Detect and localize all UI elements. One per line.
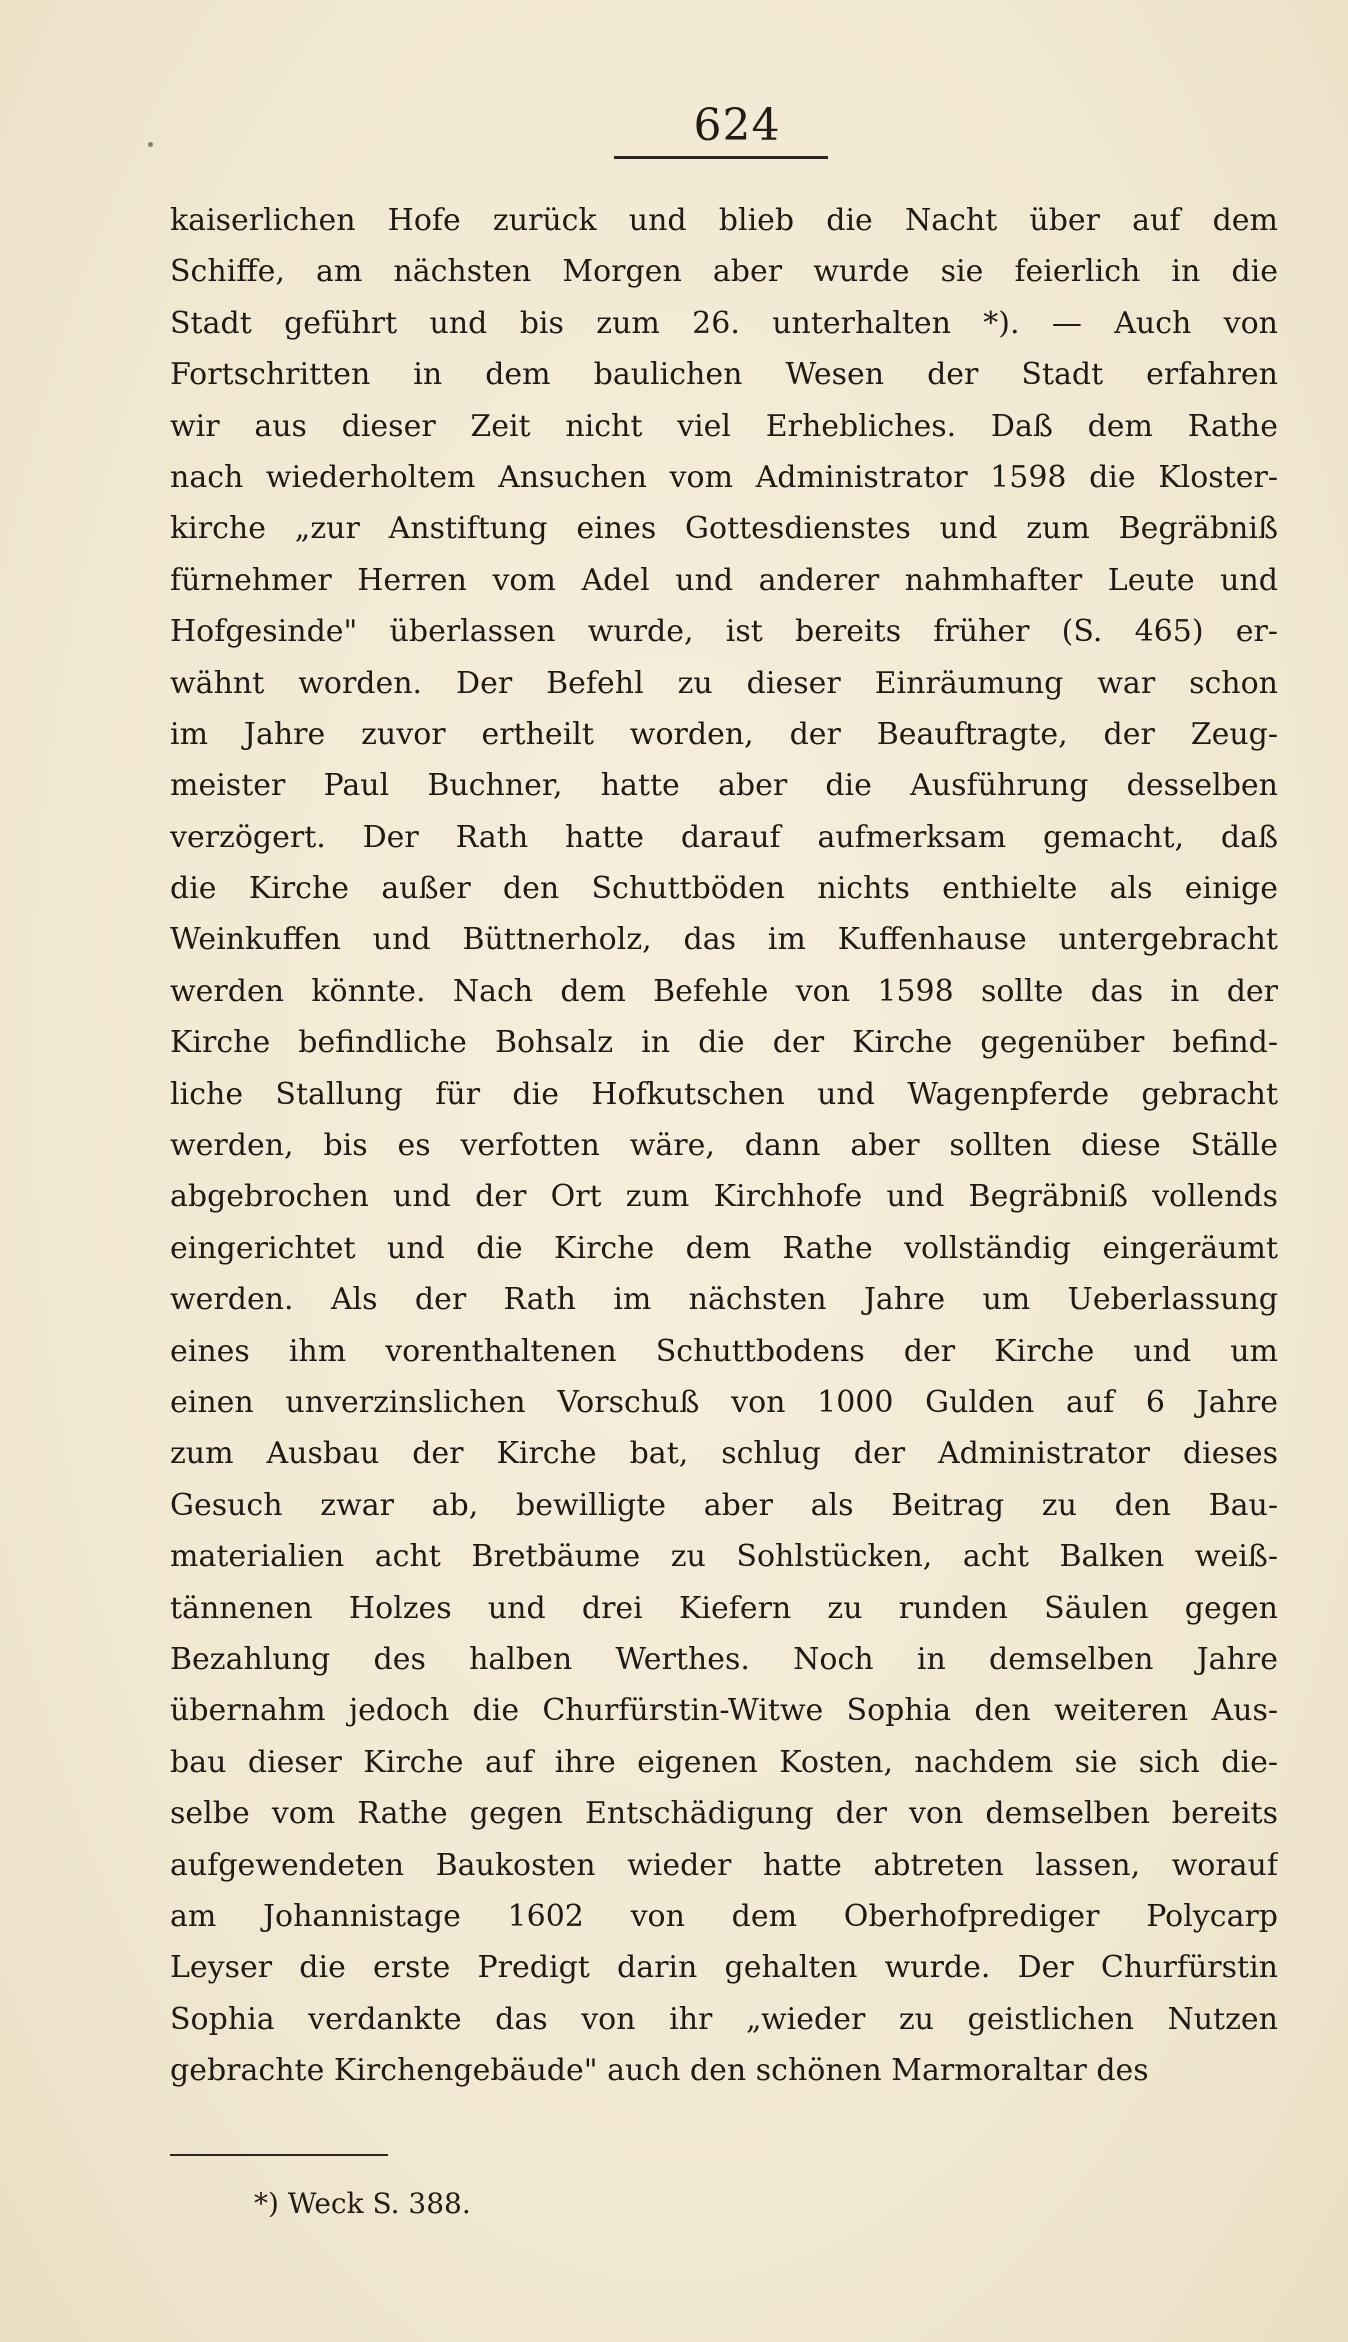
text-line: übernahm jedoch die Churfürstin-Witwe Sophia den weiteren Aus-: [170, 1693, 1278, 1729]
text-line: zum Ausbau der Kirche bat, schlug der Administrator dieses: [170, 1436, 1278, 1472]
page-number: 624: [693, 100, 781, 151]
text-line: am Johannistage 1602 von dem Oberhofprediger Polycarp: [170, 1898, 1278, 1934]
text-line: eingerichtet und die Kirche dem Rathe vollständig eingeräumt: [170, 1230, 1278, 1266]
text-line: einen unverzinslichen Vorschuß von 1000 Gulden auf 6 Jahre: [170, 1384, 1278, 1420]
text-line: Kirche befindliche Bohsalz in die der Kirche gegenüber befind-: [170, 1025, 1278, 1061]
text-line: Fortschritten in dem baulichen Wesen der Stadt erfahren: [170, 357, 1278, 393]
footnote-rule: [170, 2154, 388, 2156]
text-line: Weinkuffen und Büttnerholz, das im Kuffenhause untergebracht: [170, 922, 1278, 958]
text-line: meister Paul Buchner, hatte aber die Ausführung desselben: [170, 768, 1278, 804]
text-line: liche Stallung für die Hofkutschen und Wagenpferde gebracht: [170, 1076, 1278, 1112]
text-line: fürnehmer Herren vom Adel und anderer nahmhafter Leute und: [170, 562, 1278, 598]
text-line: werden, bis es verfotten wäre, dann aber sollten diese Ställe: [170, 1128, 1278, 1164]
text-line: Gesuch zwar ab, bewilligte aber als Beitrag zu den Bau-: [170, 1487, 1278, 1523]
text-line: tännenen Holzes und drei Kiefern zu runden Säulen gegen: [170, 1590, 1278, 1626]
text-line: Stadt geführt und bis zum 26. unterhalten *). — Auch von: [170, 305, 1278, 341]
text-line: verzögert. Der Rath hatte darauf aufmerksam gemacht, daß: [170, 819, 1278, 855]
header-rule: [614, 156, 828, 159]
text-line: Hofgesinde" überlassen wurde, ist bereits früher (S. 465) er-: [170, 614, 1278, 650]
text-line: wir aus dieser Zeit nicht viel Erhebliches. Daß dem Rathe: [170, 408, 1278, 444]
text-line: gebrachte Kirchengebäude" auch den schönen Marmoraltar des: [170, 2053, 1149, 2089]
text-line: kaiserlichen Hofe zurück und blieb die Nacht über auf dem: [170, 203, 1278, 238]
text-line: selbe vom Rathe gegen Entschädigung der von demselben bereits: [170, 1796, 1278, 1832]
text-line: Schiffe, am nächsten Morgen aber wurde sie feierlich in die: [170, 254, 1278, 290]
margin-speck: [148, 142, 153, 147]
text-line: die Kirche außer den Schuttböden nichts enthielte als einige: [170, 871, 1278, 907]
text-line: werden. Als der Rath im nächsten Jahre um Ueberlassung: [170, 1282, 1278, 1318]
text-line: wähnt worden. Der Befehl zu dieser Einräumung war schon: [170, 665, 1278, 701]
text-line: im Jahre zuvor ertheilt worden, der Beauftragte, der Zeug-: [170, 716, 1278, 752]
text-line: Leyser die erste Predigt darin gehalten wurde. Der Churfürstin: [170, 1950, 1278, 1986]
text-line: abgebrochen und der Ort zum Kirchhofe und Begräbniß vollends: [170, 1179, 1278, 1215]
text-line: nach wiederholtem Ansuchen vom Administrator 1598 die Kloster-: [170, 459, 1278, 495]
text-line: werden könnte. Nach dem Befehle von 1598 sollte das in der: [170, 973, 1278, 1009]
text-line: materialien acht Bretbäume zu Sohlstücken, acht Balken weiß-: [170, 1539, 1278, 1575]
text-line: kirche „zur Anstiftung eines Gottesdienstes und zum Begräbniß: [170, 511, 1278, 547]
text-line: aufgewendeten Baukosten wieder hatte abtreten lassen, worauf: [170, 1847, 1278, 1883]
text-line: Bezahlung des halben Werthes. Noch in demselben Jahre: [170, 1641, 1278, 1677]
text-line: eines ihm vorenthaltenen Schuttbodens der Kirche und um: [170, 1333, 1278, 1369]
footnote: *) Weck S. 388.: [254, 2187, 471, 2220]
text-line: bau dieser Kirche auf ihre eigenen Kosten, nachdem sie sich die-: [170, 1744, 1278, 1780]
body-text: [170, 195, 1278, 2096]
text-line: Sophia verdankte das von ihr „wieder zu geistlichen Nutzen: [170, 2001, 1278, 2037]
